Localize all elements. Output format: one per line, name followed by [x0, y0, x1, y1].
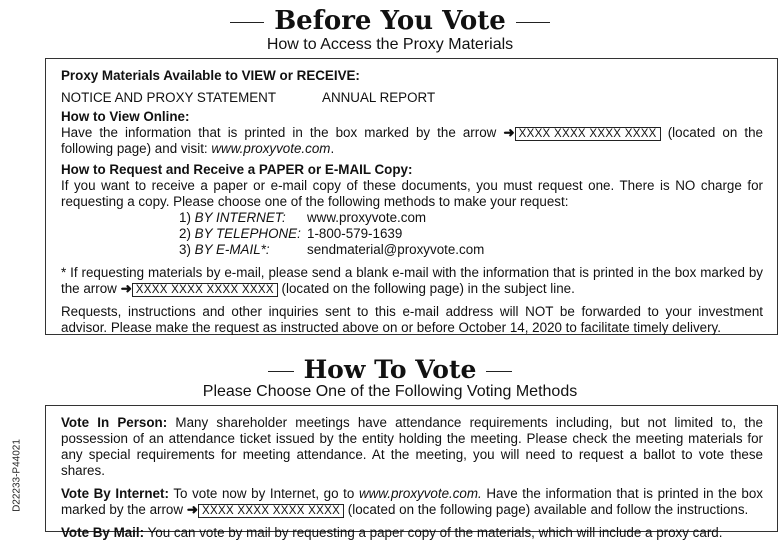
request-text: If you want to receive a paper or e-mail copy of these documents, you must request one. There is NO charge for requesting a copy. Please choose one of the following methods to make your request: — [61, 178, 763, 209]
document-code: D22233-P44021 — [11, 439, 23, 512]
available-heading: Proxy Materials Available to VIEW or RECEIVE: — [61, 68, 360, 83]
method-name: BY E-MAIL*: — [194, 242, 270, 257]
control-number-box: XXXX XXXX XXXX XXXX — [132, 283, 278, 297]
mail-text: You can vote by mail by requesting a paper copy of the materials, which will include a proxy card. — [147, 525, 723, 540]
method-name: BY TELEPHONE: — [194, 226, 301, 241]
howto-title-text: How To Vote — [303, 355, 477, 384]
title-rule-right — [486, 371, 512, 372]
method-num: 1) — [179, 210, 191, 225]
view-url-link[interactable]: www.proxyvote.com — [211, 141, 331, 156]
vote-in-person — [61, 415, 763, 479]
view-heading: How to View Online: — [61, 109, 190, 124]
vote-by-mail — [61, 525, 763, 541]
method-label — [179, 242, 307, 258]
materials-list — [61, 90, 763, 106]
request-heading: How to Request and Receive a PAPER or E-MAIL Copy: — [61, 162, 413, 177]
before-you-vote-title — [0, 6, 780, 36]
view-text-1: Have the information that is printed in the box marked by the arrow — [61, 125, 497, 140]
internet-text-3: (located on the following page) available and follow the instructions. — [347, 502, 749, 517]
before-subtitle: How to Access the Proxy Materials — [266, 36, 514, 53]
method-row — [179, 226, 763, 242]
mail-label: Vote By Mail: — [61, 525, 145, 540]
how-to-vote-title — [0, 356, 780, 384]
view-instructions: Have the information that is printed in the box marked by the arrow ➜ XXXX XXXX XXXX XXXX (located on the following page) and visit: www.proxyvote.com. — [61, 125, 763, 156]
view-text-2: (located on the — [667, 125, 763, 140]
method-value[interactable]: sendmaterial@proxyvote.com — [307, 242, 485, 257]
howto-subtitle: Please Choose One of the Following Voting Methods — [202, 383, 578, 400]
internet-url-link[interactable]: www.proxyvote.com. — [358, 486, 482, 501]
voting-methods-box — [45, 405, 778, 540]
before-title-text: Before You Vote — [274, 6, 506, 36]
right-arrow-icon: ➜ — [120, 281, 132, 296]
method-label — [179, 226, 307, 242]
title-rule-left — [230, 22, 264, 23]
method-row — [179, 210, 763, 226]
right-arrow-icon: ➜ — [503, 125, 515, 140]
title-rule-right — [516, 22, 550, 23]
internet-label: Vote By Internet: — [61, 486, 169, 501]
right-arrow-icon: ➜ — [186, 502, 199, 517]
requests-note: Requests, instructions and other inquiries sent to this e-mail address will NOT be forwarded to your investment advisor. Please make the request as instructed above on or before October 14, 2020 to facilitate timely delivery. — [61, 304, 763, 335]
method-value[interactable]: 1-800-579-1639 — [307, 226, 403, 241]
method-name: BY INTERNET: — [194, 210, 286, 225]
method-value[interactable]: www.proxyvote.com — [307, 210, 427, 225]
title-rule-left — [268, 371, 294, 372]
in-person-text: Many shareholder meetings have attendance requirements including, but not limited to, the possession of an attendance ticket issued by the entity holding the meeting. Please check the meeting materials for any special requirements for meeting attendance. At the meeting, you will need to request a ballot to vote these shares. — [61, 415, 763, 478]
material-notice: NOTICE AND PROXY STATEMENT — [61, 90, 277, 105]
internet-text-2: Have the information that is printed in the box marked by the arrow — [61, 486, 763, 517]
footnote-text-2: (located on the following page) in the subject line. — [281, 281, 575, 296]
method-row — [179, 242, 763, 258]
material-annual-report: ANNUAL REPORT — [322, 90, 436, 105]
in-person-label: Vote In Person: — [61, 415, 168, 430]
request-methods — [179, 210, 763, 258]
control-number-box: XXXX XXXX XXXX XXXX — [515, 127, 661, 141]
access-materials-box — [45, 58, 778, 335]
method-label — [179, 210, 307, 226]
email-footnote — [61, 265, 763, 297]
internet-text-1: To vote now by Internet, go to — [173, 486, 355, 501]
method-num: 2) — [179, 226, 191, 241]
view-text-3: following page) and visit: — [61, 141, 208, 156]
footnote-text-1: * If requesting materials by e-mail, please send a blank e-mail with the information that is printed in the box marked by the arrow — [61, 265, 763, 296]
method-num: 3) — [179, 242, 191, 257]
vote-by-internet — [61, 486, 763, 518]
control-number-box: XXXX XXXX XXXX XXXX — [198, 504, 344, 518]
